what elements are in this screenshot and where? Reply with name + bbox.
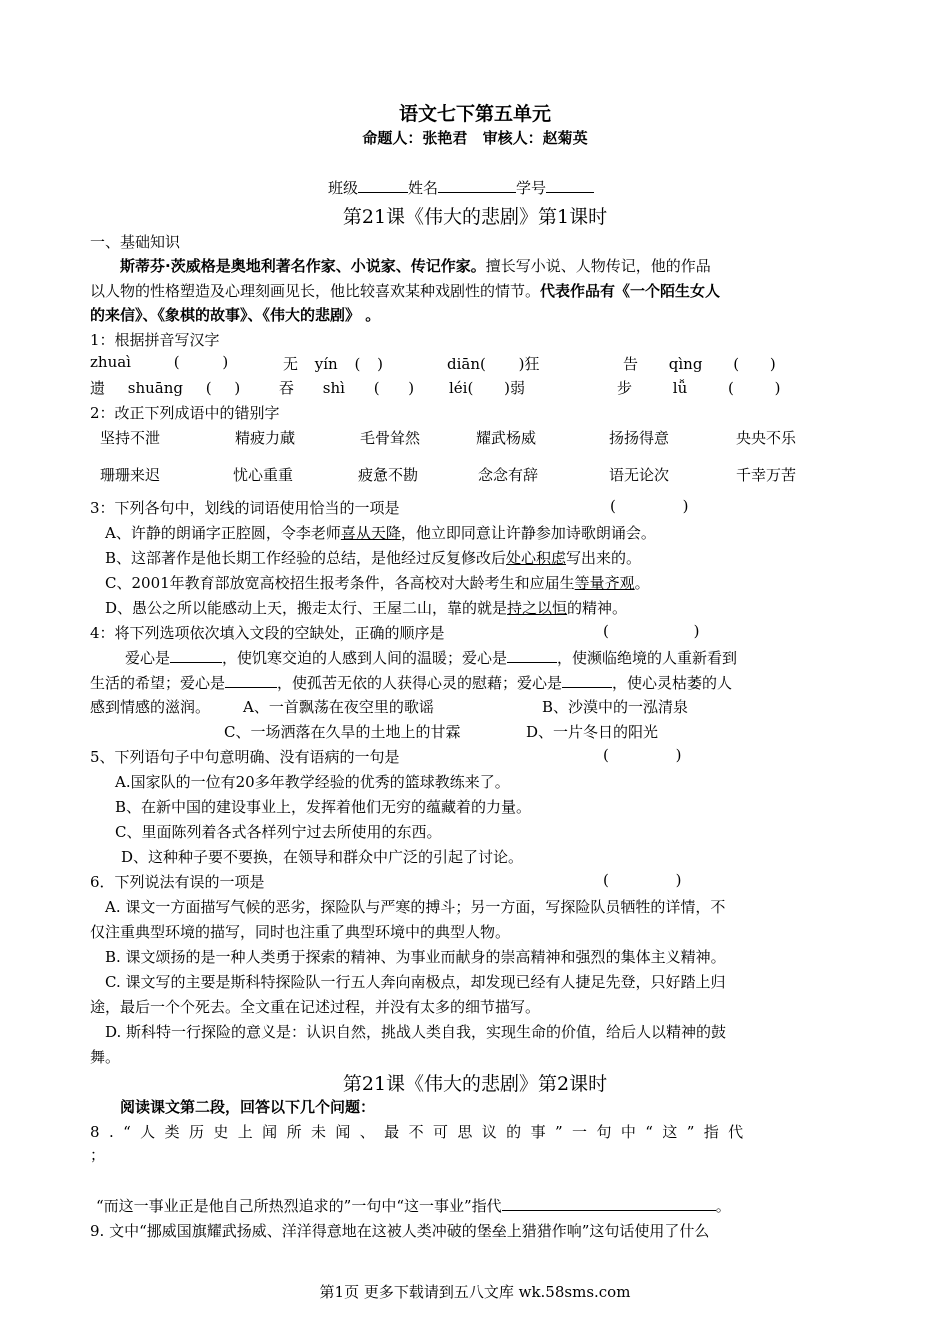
question-5: 5、下列语句子中句意明确、没有语病的一句是 — [90, 748, 400, 766]
question-1: 1：根据拼音写汉字 — [90, 331, 220, 349]
id-label: 学号 — [516, 179, 547, 197]
pinyin-item: 告 qìng ( ) — [623, 355, 776, 373]
idiom-item: 坚持不泄 — [100, 429, 161, 447]
passage-text: ，使心灵枯萎的人 — [612, 674, 733, 692]
underlined-phrase: 持之以恒 — [507, 599, 568, 617]
q3-option-d — [105, 597, 627, 618]
q5-option-a: A.国家队的一位有20多年教学经验的优秀的篮球教练来了。 — [115, 773, 510, 791]
underlined-phrase: 处心积虑 — [506, 549, 567, 567]
page-footer: 第1页 更多下载请到五八文库 wk.58sms.com — [319, 1283, 631, 1301]
reading-instruction: 阅读课文第二段，回答以下几个问题： — [120, 1098, 376, 1116]
pinyin-item: zhuaì ( ) — [90, 353, 229, 371]
intro-normal-2: 以人物的性格塑造及心理刻画见长，他比较喜欢某种戏剧性的情节。 — [90, 282, 541, 300]
question-8-line1: 8.“人类历史上闻所未闻、最不可思议的事”一句中“这”指代 — [90, 1123, 753, 1141]
q3-option-c — [105, 572, 650, 593]
q4-passage-line2 — [90, 672, 732, 693]
class-blank[interactable] — [358, 178, 408, 193]
option-text: 的精神。 — [567, 599, 628, 617]
authors-line: 命题人：张艳君 审核人：赵菊英 — [362, 129, 588, 147]
class-label: 班级 — [328, 179, 359, 197]
period: 。 — [715, 1197, 731, 1215]
question-6: 6．下列说法有误的一项是 — [90, 873, 265, 891]
pinyin-item: léi( )弱 — [449, 379, 525, 397]
underlined-phrase: 喜从天降 — [340, 524, 401, 542]
question-2: 2：改正下列成语中的错别字 — [90, 404, 280, 422]
q6-option-d-line1: D. 斯科特一行探险的意义是：认识自然，挑战人类自我，实现生命的价值，给后人以精神的鼓 — [105, 1023, 727, 1041]
passage-text: 生活的希望；爱心是 — [90, 674, 226, 692]
question-9: 9. 文中“挪威国旗耀武扬威、洋洋得意地在这被人类冲破的堡垒上猎猎作响”这句话使用了什么 — [90, 1222, 710, 1240]
q4-passage-line3: 感到情感的滋润。 — [90, 698, 211, 716]
q4-option-c: C、一场洒落在久旱的土地上的甘霖 — [224, 723, 461, 741]
option-text: A、许静的朗诵字正腔圆，令李老师 — [105, 524, 341, 542]
name-blank[interactable] — [438, 178, 516, 193]
question-3: 3：下列各句中，划线的词语使用恰当的一项是 — [90, 499, 400, 517]
question-4: 4：将下列选项依次填入文段的空缺处，正确的顺序是 — [90, 624, 445, 642]
q3-option-b — [105, 547, 641, 568]
idiom-item: 千幸万苦 — [736, 466, 797, 484]
id-blank[interactable] — [546, 178, 594, 193]
idiom-item: 毛骨耸然 — [360, 429, 421, 447]
q3-option-a — [105, 522, 656, 543]
q6-option-a-line1: A. 课文一方面描写气候的恶劣，探险队与严寒的搏斗；另一方面，写探险队员牺牲的详情，不 — [105, 898, 726, 916]
answer-paren[interactable]: ( ) — [610, 497, 689, 515]
answer-blank[interactable] — [502, 1196, 716, 1211]
idiom-item: 念念有辞 — [478, 466, 539, 484]
lesson1-title: 第21课《伟大的悲剧》第1课时 — [342, 206, 608, 228]
answer-paren[interactable]: ( ) — [603, 622, 700, 640]
q5-option-b: B、在新中国的建设事业上，发挥着他们无穷的蕴藏着的力量。 — [115, 798, 532, 816]
q4-option-d: D、一片冬日的阳光 — [526, 723, 659, 741]
q6-option-c-line1: C. 课文写的主要是斯科特探险队一行五人奔向南极点，却发现已经有人捷足先登，只好踏上归 — [105, 973, 726, 991]
question-8-line2 — [96, 1195, 731, 1216]
q6-option-c-line2: 途，最后一个个死去。全文重在记述过程，并没有太多的细节描写。 — [90, 998, 541, 1016]
pinyin-item: 步 lǚ ( ) — [617, 379, 781, 397]
lesson2-title: 第21课《伟大的悲剧》第2课时 — [342, 1073, 608, 1095]
q4-passage-line1 — [125, 647, 737, 668]
intro-bold-2: 代表作品有《一个陌生女人 — [540, 282, 721, 300]
intro-bold-1: 斯蒂芬·茨威格是奥地利著名作家、小说家、传记作家。 — [120, 257, 486, 275]
q6-option-b: B. 课文颂扬的是一种人类勇于探索的精神、为事业而献身的崇高精神和强烈的集体主义精神。 — [105, 948, 726, 966]
intro-normal-1: 擅长写小说、人物传记，他的作品 — [485, 257, 711, 275]
option-text: C、2001年教育部放宽高校招生报考条件，各高校对大龄考生和应届生 — [105, 574, 575, 592]
idiom-item: 疲惫不勘 — [358, 466, 419, 484]
author-intro-line3: 的来信》、《象棋的故事》、《伟大的悲剧》 。 — [90, 306, 381, 324]
answer-paren[interactable]: ( ) — [603, 871, 682, 889]
option-text: 写出来的。 — [566, 549, 642, 567]
author-intro-line2 — [90, 280, 720, 301]
idiom-item: 忧心重重 — [233, 466, 294, 484]
section-basic-knowledge: 一、基础知识 — [90, 233, 181, 251]
name-label: 姓名 — [408, 179, 439, 197]
fill-blank[interactable] — [225, 673, 277, 688]
idiom-item: 耀武杨威 — [476, 429, 537, 447]
idiom-item: 珊珊来迟 — [100, 466, 161, 484]
q4-option-b: B、沙漠中的一泓清泉 — [542, 698, 689, 716]
idiom-item: 央央不乐 — [736, 429, 797, 447]
fill-blank[interactable] — [507, 648, 557, 663]
q4-option-a: A、一首飘荡在夜空里的歌谣 — [243, 698, 434, 716]
idiom-item: 精疲力蕆 — [235, 429, 296, 447]
idiom-item: 语无论次 — [609, 466, 670, 484]
option-text: 。 — [634, 574, 650, 592]
pinyin-item: 吞 shì ( ) — [279, 379, 415, 397]
pinyin-item: 遗 shuāng ( ) — [90, 379, 241, 397]
pinyin-item: diān( )狂 — [447, 355, 540, 373]
q8-semicolon: ； — [90, 1146, 106, 1164]
question-text: “而这一事业正是他自己所热烈追求的”一句中“这一事业”指代 — [96, 1197, 502, 1215]
option-text: B、这部著作是他长期工作经验的总结，是他经过反复修改后 — [105, 549, 507, 567]
q6-option-a-line2: 仅注重典型环境的描写，同时也注重了典型环境中的典型人物。 — [90, 923, 511, 941]
fill-blank[interactable] — [562, 673, 612, 688]
q5-option-d: D、这种种子要不要换，在领导和群众中广泛的引起了讨论。 — [121, 848, 524, 866]
option-text: ，他立即同意让许静参加诗歌朗诵会。 — [400, 524, 656, 542]
page-title: 语文七下第五单元 — [398, 103, 551, 125]
pinyin-item: 无 yín ( ) — [283, 355, 383, 373]
passage-text: ，使濒临绝境的人重新看到 — [557, 649, 738, 667]
student-info — [328, 177, 594, 198]
author-intro-line1 — [120, 255, 711, 276]
option-text: D、愚公之所以能感动上天，搬走太行、王屋二山，靠的就是 — [105, 599, 508, 617]
passage-text: 爱心是 — [125, 649, 171, 667]
fill-blank[interactable] — [170, 648, 222, 663]
answer-paren[interactable]: ( ) — [603, 746, 682, 764]
q5-option-c: C、里面陈列着各式各样列宁过去所使用的东西。 — [115, 823, 442, 841]
idiom-item: 扬扬得意 — [609, 429, 670, 447]
q6-option-d-line2: 舞。 — [90, 1048, 121, 1066]
passage-text: ，使饥寒交迫的人感到人间的温暖；爱心是 — [222, 649, 508, 667]
underlined-phrase: 等量齐观 — [574, 574, 635, 592]
passage-text: ，使孤苦无依的人获得心灵的慰藉；爱心是 — [277, 674, 563, 692]
